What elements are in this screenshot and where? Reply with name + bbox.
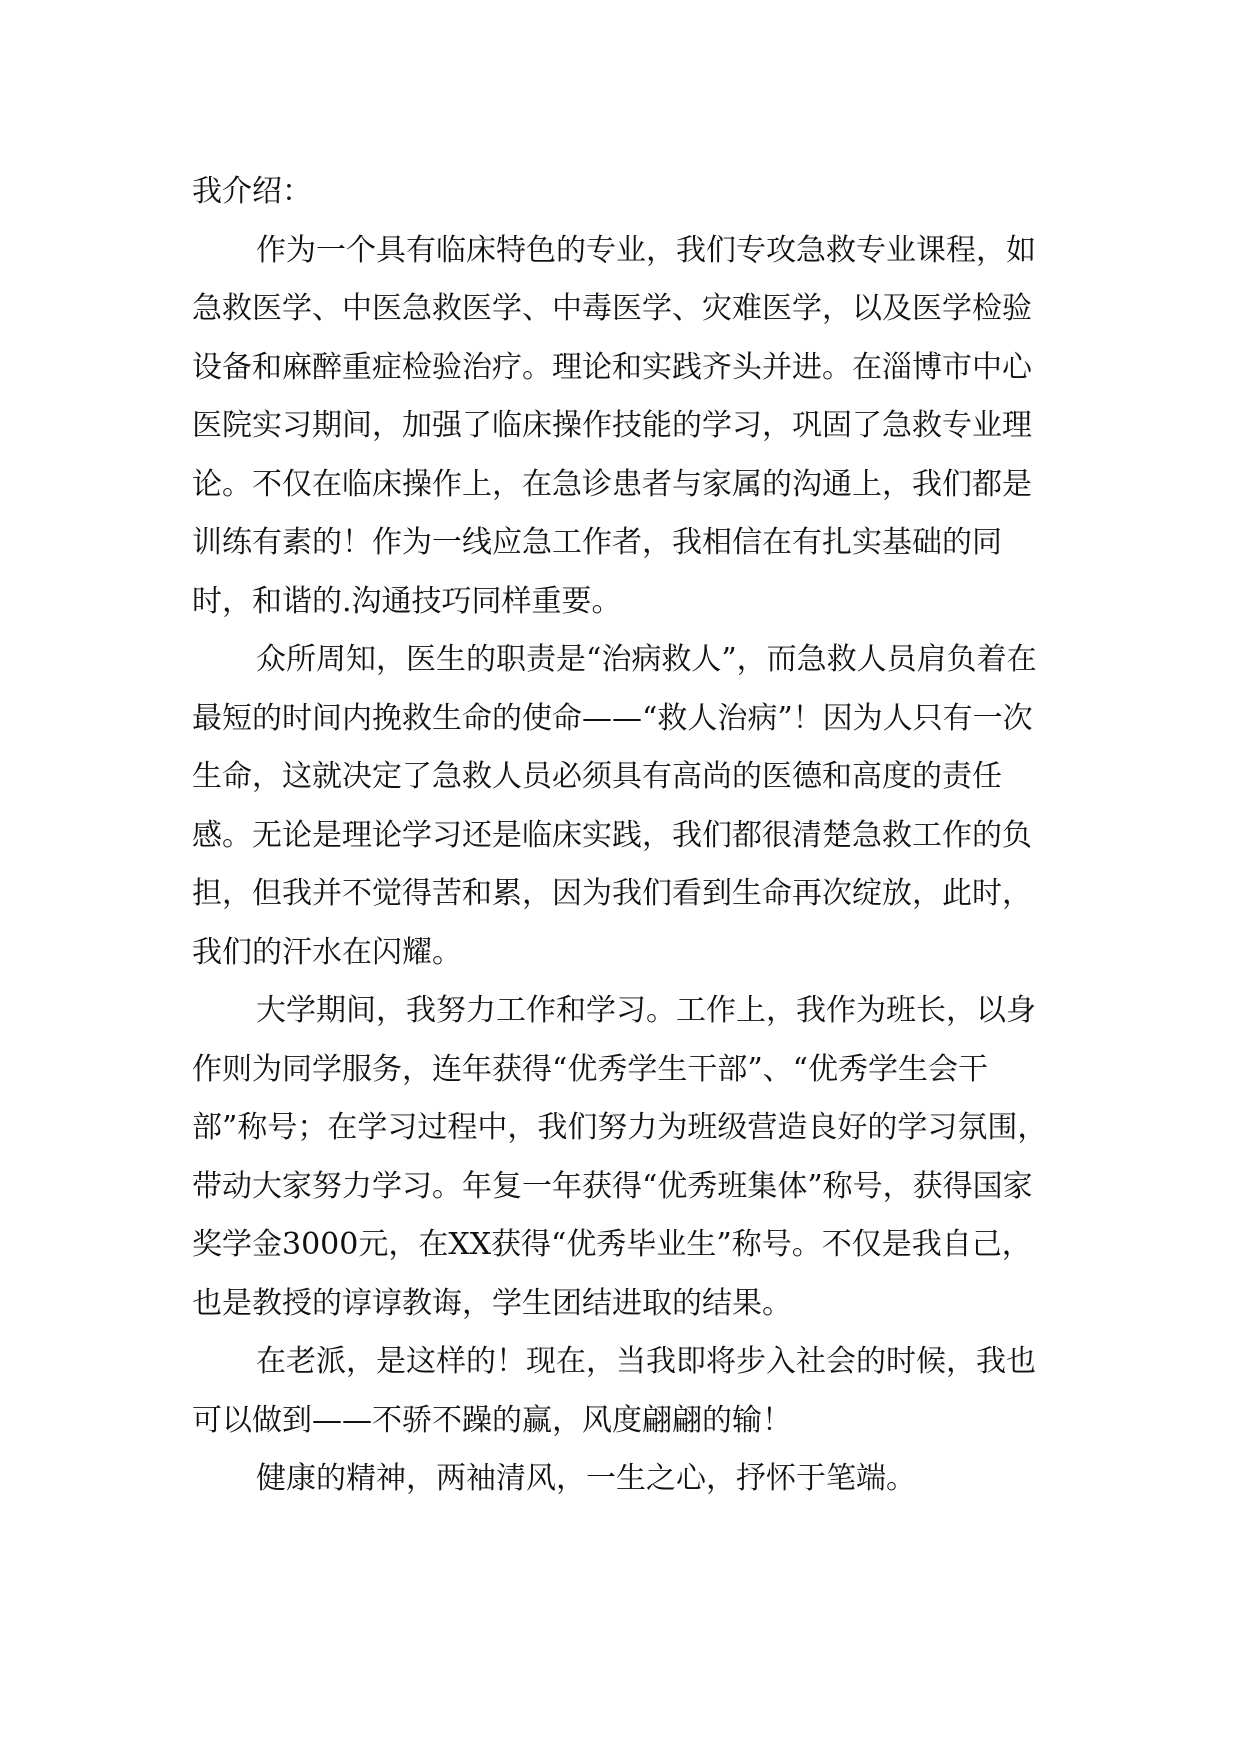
- paragraph-intro: 我介绍：: [192, 174, 312, 209]
- paragraph-1: 作为一个具有临床特色的专业，我们专攻急救专业课程，如急救医学、中医急救医学、中毒医学、灾难医学，以及医学检验设备和麻醉重症检验治疗。理论和实践齐头并进。在淄博市中心医院实习期间，加强了临床操作技能的学习，巩固了急救专业理论。不仅在临床操作上，在急诊患者与家属的沟通上，我们都是训练有素的！作为一线应急工作者，我相信在有扎实基础的同时，和谐的.沟通技巧同样重要。: [192, 232, 1036, 619]
- document-body: [192, 163, 1052, 1509]
- paragraph-4: 在老派，是这样的！现在，当我即将步入社会的时候，我也可以做到——不骄不躁的赢，风度翩翩的输！: [192, 1344, 1036, 1438]
- paragraph-5: 健康的精神，两袖清风，一生之心，抒怀于笔端。: [256, 1461, 916, 1496]
- paragraph-3: 大学期间，我努力工作和学习。工作上，我作为班长，以身作则为同学服务，连年获得“优秀学生干部”、“优秀学生会干部”称号；在学习过程中，我们努力为班级营造良好的学习氛围，带动大家努力学习。年复一年获得“优秀班集体”称号，获得国家奖学金3000元，在XX获得“优秀毕业生”称号。不仅是我自己，也是教授的谆谆教诲，学生团结进取的结果。: [192, 993, 1048, 1321]
- paragraph-2: 众所周知，医生的职责是“治病救人”，而急救人员肩负着在最短的时间内挽救生命的使命——“救人治病”！因为人只有一次生命，这就决定了急救人员必须具有高尚的医德和高度的责任感。无论是理论学习还是临床实践，我们都很清楚急救工作的负担，但我并不觉得苦和累，因为我们看到生命再次绽放，此时，我们的汗水在闪耀。: [192, 642, 1037, 970]
